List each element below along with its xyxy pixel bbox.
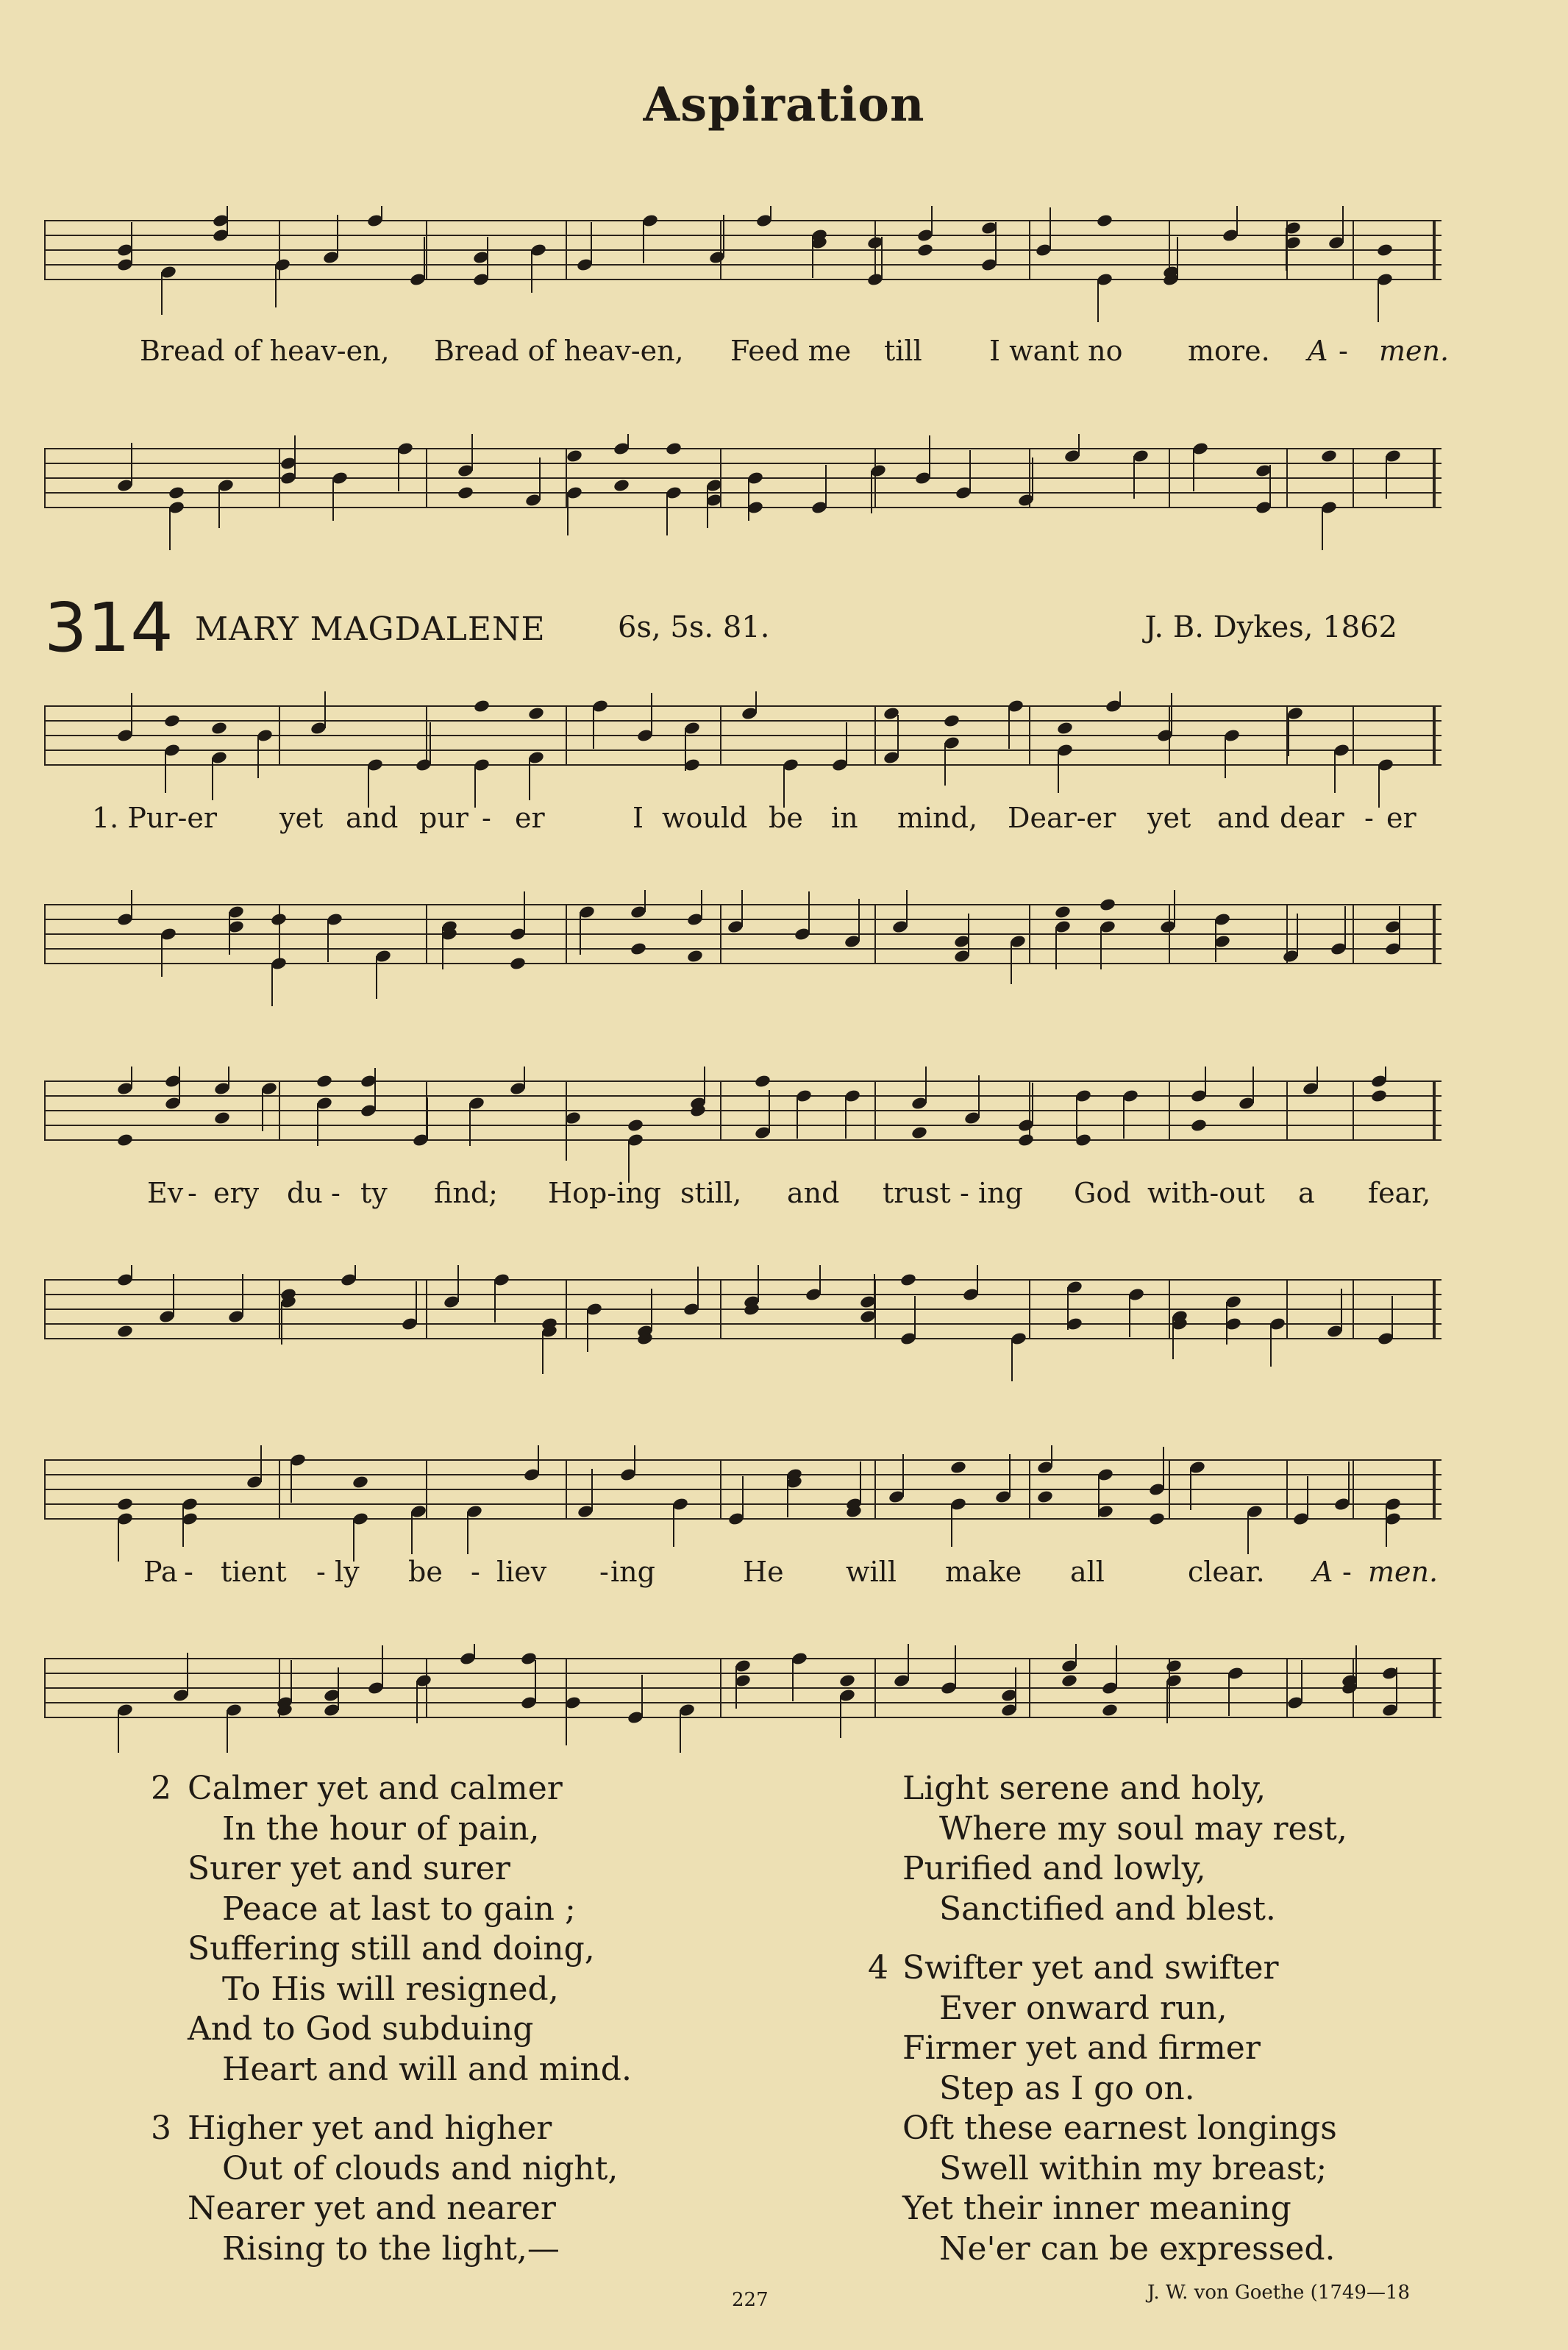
verse-line: To His will resigned, [222, 1970, 559, 2008]
lyric-syllable: yet [1147, 802, 1191, 834]
lyric-syllable: Pa [143, 1556, 178, 1588]
verse-line: Firmer yet and firmer [902, 2029, 1261, 2067]
lyric-syllable: Bread of heav-en, [140, 335, 390, 367]
lyric-syllable: er [515, 802, 545, 834]
note-head [316, 1074, 333, 1089]
bass-staff [44, 434, 1464, 510]
note-head [899, 1272, 917, 1287]
lyric-syllable: - [599, 1556, 609, 1588]
verse-line: Swifter yet and swifter [902, 1949, 1279, 1987]
verse-line: Sanctified and blest. [939, 1890, 1276, 1928]
verse-line: Suffering still and doing, [188, 1930, 595, 1968]
meter: 6s, 5s. 81. [618, 610, 770, 644]
verse-line: Heart and will and mind. [222, 2050, 632, 2088]
lyric-syllable: tient [221, 1556, 287, 1588]
lyric-syllable: 1. Pur-er [92, 802, 218, 834]
music-system-aspiration [44, 184, 1464, 530]
note-head [116, 1133, 134, 1147]
verse-line: Ever onward run, [939, 1989, 1227, 2027]
verse-line: Higher yet and higher [188, 2109, 552, 2147]
lyric-syllable: - [184, 1556, 193, 1588]
note-head [116, 1324, 134, 1339]
note-head [1099, 897, 1116, 912]
note-head [1056, 721, 1074, 736]
note-head [1376, 243, 1394, 257]
treble-staff [44, 206, 1464, 282]
verse-line: Purified and lowly, [902, 1850, 1206, 1887]
note-head [527, 706, 545, 721]
verse-line: Where my soul may rest, [939, 1809, 1347, 1848]
note-head [352, 1475, 369, 1489]
stanza-3-cont [868, 1769, 1347, 1929]
lyric-syllable: - [960, 1177, 969, 1209]
lyric-syllable: will [846, 1556, 897, 1588]
lyric-syllable: till [884, 335, 922, 367]
note-head [1054, 905, 1072, 919]
treble-staff [44, 1067, 1464, 1143]
verse-line: Swell within my breast; [939, 2149, 1328, 2187]
music-system-3 [44, 1431, 1464, 1747]
stanza-2 [151, 1769, 632, 2090]
tune-name: MARY MAGDALENE [195, 610, 546, 648]
hymn-number: 314 [44, 588, 174, 667]
author-attribution: J. W. von Goethe (1749—18 [1147, 2282, 1411, 2304]
note-head [168, 485, 185, 500]
lyric-syllable: more. [1188, 335, 1270, 367]
music-system-2 [44, 1052, 1464, 1368]
note-head [1370, 1089, 1388, 1103]
lyric-syllable: - [1339, 335, 1348, 367]
lyric-syllable: in [831, 802, 858, 834]
lyric-syllable: - [331, 1177, 341, 1209]
lyric-syllable: - [471, 1556, 480, 1588]
note-head [1165, 1659, 1183, 1673]
bass-staff [44, 890, 1464, 966]
lyric-syllable: yet [279, 802, 324, 834]
note-head [1061, 1673, 1078, 1688]
note-head [630, 941, 647, 956]
verse-line: In the hour of pain, [222, 1809, 540, 1848]
lyric-syllable: A [1308, 335, 1328, 367]
lyric-syllable: I want no [989, 335, 1123, 367]
lyric-syllable: - [316, 1556, 326, 1588]
lyric-syllable: men. [1379, 335, 1450, 367]
note-head [838, 1673, 856, 1688]
page-number: 227 [732, 2289, 769, 2311]
lyric-syllable: and [1217, 802, 1270, 834]
lyric-syllable: - [1364, 802, 1374, 834]
lyric-syllable: Hop-ing [548, 1177, 662, 1209]
lyric-syllable: - [188, 1177, 197, 1209]
note-head [627, 1118, 644, 1133]
lyric-syllable: Bread of heav-en, [434, 335, 684, 367]
note-head [213, 1111, 231, 1125]
note-head [754, 1074, 771, 1089]
verse-line: Calmer yet and calmer [188, 1770, 563, 1807]
note-head [509, 956, 527, 971]
note-head [210, 721, 228, 736]
treble-staff [44, 1445, 1464, 1522]
lyric-syllable: a [1298, 1177, 1315, 1209]
lyric-syllable: men. [1368, 1556, 1439, 1588]
hymn-title: Aspiration [643, 77, 925, 132]
stanza-number: 2 [151, 1770, 171, 1807]
note-head [473, 699, 491, 713]
lyric-syllable: er [1386, 802, 1416, 834]
verse-line: Ne'er can be expressed. [939, 2229, 1336, 2268]
note-head [270, 912, 288, 927]
lyric-syllable: He [743, 1556, 784, 1588]
verse-line: Yet their inner meaning [902, 2190, 1291, 2227]
note-head [943, 713, 961, 728]
lyric-syllable: ing [978, 1177, 1023, 1209]
lyric-syllable: A [1313, 1556, 1333, 1588]
verse-line: Nearer yet and nearer [188, 2190, 556, 2227]
note-head [1096, 213, 1113, 228]
note-head [1101, 1703, 1119, 1717]
note-head [910, 1125, 928, 1140]
note-head [613, 478, 630, 493]
stanza-number: 3 [151, 2109, 171, 2147]
note-head [1036, 1489, 1054, 1504]
verse-line: Peace at last to gain ; [222, 1890, 576, 1928]
lyric-syllable: ing [610, 1556, 655, 1588]
lyric-syllable: Dear-er [1008, 802, 1116, 834]
lyric-syllable: with-out [1147, 1177, 1265, 1209]
verse-line: Step as I go on. [939, 2069, 1195, 2107]
lyric-syllable: - [1342, 1556, 1352, 1588]
lyric-syllable: I [632, 802, 644, 834]
lyric-syllable: still, [680, 1177, 742, 1209]
note-head [1017, 1133, 1035, 1147]
note-head [566, 449, 583, 463]
lyric-syllable: would [662, 802, 748, 834]
lyric-syllable: and [346, 802, 399, 834]
note-head [665, 441, 683, 456]
lyric-syllable: Ev [147, 1177, 184, 1209]
lyric-syllable: dear [1280, 802, 1344, 834]
lyric-syllable: ery [213, 1177, 260, 1209]
composer: J. B. Dykes, 1862 [1144, 610, 1397, 644]
stanza-3 [151, 2109, 618, 2269]
verse-line: Light serene and holy, [902, 1770, 1266, 1807]
note-head [916, 243, 934, 257]
lyric-syllable: ty [360, 1177, 388, 1209]
note-head [116, 1497, 134, 1512]
lyric-syllable: and [787, 1177, 840, 1209]
hymn-heading [44, 588, 1464, 667]
lyric-syllable: pur [419, 802, 468, 834]
lyric-syllable: be [769, 802, 803, 834]
note-head [1148, 1512, 1166, 1526]
lyric-syllable: ly [335, 1556, 360, 1588]
verse-line: Surer yet and surer [188, 1850, 510, 1887]
verse-line: Oft these earnest longings [902, 2109, 1337, 2147]
verse-line: Out of clouds and night, [222, 2149, 619, 2187]
treble-staff [44, 691, 1464, 768]
stanza-4 [868, 1948, 1337, 2269]
lyric-syllable: mind, [897, 802, 978, 834]
lyric-syllable: clear. [1188, 1556, 1265, 1588]
note-head [686, 949, 704, 964]
lyric-syllable: God [1074, 1177, 1131, 1209]
note-head [1190, 1118, 1208, 1133]
lyric-syllable: - [482, 802, 491, 834]
note-head [163, 713, 181, 728]
lyric-syllable: make [945, 1556, 1022, 1588]
bass-staff [44, 1644, 1464, 1720]
lyric-syllable: all [1070, 1556, 1105, 1588]
lyric-syllable: du [287, 1177, 323, 1209]
lyric-syllable: fear, [1368, 1177, 1431, 1209]
music-system-1 [44, 677, 1464, 993]
note-head [457, 485, 474, 500]
lyric-syllable: find; [434, 1177, 498, 1209]
lyric-syllable: Feed me [730, 335, 852, 367]
verse-line: And to God subduing [188, 2010, 534, 2048]
lyric-syllable: be [408, 1556, 443, 1588]
lyric-syllable: trust [883, 1177, 951, 1209]
note-head [949, 1460, 967, 1475]
note-head [1320, 449, 1338, 463]
verse-line: Rising to the light,— [222, 2229, 560, 2268]
bass-staff [44, 1265, 1464, 1342]
lyric-syllable: liev [496, 1556, 547, 1588]
stanza-number: 4 [868, 1949, 888, 1987]
